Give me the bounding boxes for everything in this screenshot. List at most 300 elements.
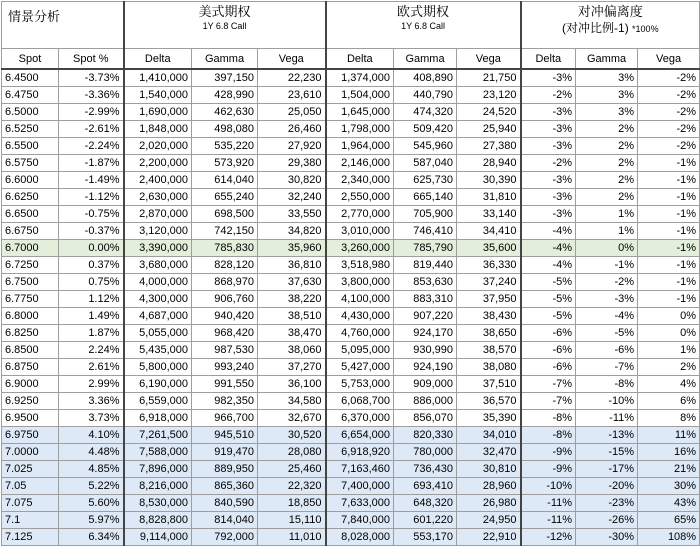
table-cell: 29,380 <box>258 155 326 172</box>
table-cell: 6.9750 <box>2 427 59 444</box>
table-cell: 3,390,000 <box>124 240 192 257</box>
table-cell: 33,550 <box>258 206 326 223</box>
table-cell: 3,120,000 <box>124 223 192 240</box>
table-cell: 6,654,000 <box>326 427 394 444</box>
table-cell: 4,300,000 <box>124 291 192 308</box>
table-cell: 736,430 <box>394 461 457 478</box>
table-cell: 0% <box>576 240 638 257</box>
table-cell: 5.22% <box>59 478 124 495</box>
table-cell: -9% <box>521 444 576 461</box>
table-cell: 0.37% <box>59 257 124 274</box>
table-cell: 440,790 <box>394 87 457 104</box>
table-cell: -23% <box>576 495 638 512</box>
table-row <box>2 427 700 444</box>
table-cell: 8% <box>638 410 700 427</box>
table-cell: 968,420 <box>192 325 258 342</box>
table-cell: 5,095,000 <box>326 342 394 359</box>
table-cell: -1% <box>638 172 700 189</box>
table-cell: 6.8750 <box>2 359 59 376</box>
table-cell: -0.37% <box>59 223 124 240</box>
table-cell: 785,790 <box>394 240 457 257</box>
table-cell: 32,470 <box>457 444 521 461</box>
table-cell: -1.87% <box>59 155 124 172</box>
table-cell: -9% <box>521 461 576 478</box>
table-cell: -6% <box>576 342 638 359</box>
table-cell: -2.99% <box>59 104 124 121</box>
table-cell: 991,550 <box>192 376 258 393</box>
table-cell: 9,114,000 <box>124 529 192 546</box>
table-row <box>2 410 700 427</box>
table-cell: 6.4750 <box>2 87 59 104</box>
table-cell: -1% <box>638 206 700 223</box>
table-cell: 814,040 <box>192 512 258 529</box>
table-cell: -1% <box>638 155 700 172</box>
scenario-table <box>1 1 700 546</box>
table-cell: 32,240 <box>258 189 326 206</box>
table-row <box>2 342 700 359</box>
table-cell: 6.7500 <box>2 274 59 291</box>
table-cell: 30,390 <box>457 172 521 189</box>
table-cell: -3% <box>576 291 638 308</box>
table-cell: 828,120 <box>192 257 258 274</box>
table-cell: 15,110 <box>258 512 326 529</box>
table-cell: -1% <box>638 257 700 274</box>
table-cell: 930,990 <box>394 342 457 359</box>
table-cell: -2% <box>638 69 700 87</box>
table-cell: 6.5000 <box>2 104 59 121</box>
hedge-deviation-subtitle: (对冲比例-1) <box>562 21 629 35</box>
table-cell: 2,870,000 <box>124 206 192 223</box>
table-cell: 108% <box>638 529 700 546</box>
table-cell: -1% <box>576 257 638 274</box>
table-cell: 34,010 <box>457 427 521 444</box>
table-cell: 4,760,000 <box>326 325 394 342</box>
table-cell: 698,500 <box>192 206 258 223</box>
table-cell: -10% <box>576 393 638 410</box>
table-cell: 3.36% <box>59 393 124 410</box>
table-cell: 4.85% <box>59 461 124 478</box>
table-cell: 26,980 <box>457 495 521 512</box>
european-option-subtitle: 1Y 6.8 Call <box>401 21 445 31</box>
table-cell: 24,520 <box>457 104 521 121</box>
table-cell: 2% <box>576 155 638 172</box>
table-cell: 2.24% <box>59 342 124 359</box>
table-cell: 856,070 <box>394 410 457 427</box>
table-row <box>2 359 700 376</box>
table-row <box>2 87 700 104</box>
table-cell: 397,150 <box>192 69 258 87</box>
table-cell: -13% <box>576 427 638 444</box>
table-cell: 37,510 <box>457 376 521 393</box>
table-cell: 6.7750 <box>2 291 59 308</box>
table-cell: 1,374,000 <box>326 69 394 87</box>
table-cell: 886,000 <box>394 393 457 410</box>
table-cell: 22,320 <box>258 478 326 495</box>
table-cell: 6.6500 <box>2 206 59 223</box>
table-cell: 6.9500 <box>2 410 59 427</box>
table-row <box>2 121 700 138</box>
table-row <box>2 325 700 342</box>
table-cell: -6% <box>521 359 576 376</box>
table-cell: -6% <box>521 342 576 359</box>
table-cell: 5,435,000 <box>124 342 192 359</box>
table-cell: 3% <box>576 87 638 104</box>
table-cell: 693,410 <box>394 478 457 495</box>
table-cell: 2,146,000 <box>326 155 394 172</box>
table-cell: 982,350 <box>192 393 258 410</box>
table-row <box>2 240 700 257</box>
table-cell: 6.4500 <box>2 69 59 87</box>
table-cell: -2.24% <box>59 138 124 155</box>
table-cell: 6.34% <box>59 529 124 546</box>
table-cell: 7.025 <box>2 461 59 478</box>
american-option-header <box>124 2 326 49</box>
table-cell: -2% <box>521 155 576 172</box>
table-cell: 34,580 <box>258 393 326 410</box>
table-cell: 746,410 <box>394 223 457 240</box>
table-cell: -3.36% <box>59 87 124 104</box>
col-header-spot: Spot <box>2 49 59 70</box>
table-cell: 853,630 <box>394 274 457 291</box>
col-header-us-delta: Delta <box>124 49 192 70</box>
table-cell: 65% <box>638 512 700 529</box>
american-option-subtitle: 1Y 6.8 Call <box>202 21 247 31</box>
table-cell: 474,320 <box>394 104 457 121</box>
table-cell: -6% <box>521 325 576 342</box>
col-header-us-gamma: Gamma <box>192 49 258 70</box>
table-cell: -2% <box>521 87 576 104</box>
table-cell: 11% <box>638 427 700 444</box>
table-cell: 38,430 <box>457 308 521 325</box>
table-cell: 24,950 <box>457 512 521 529</box>
table-cell: 742,150 <box>192 223 258 240</box>
table-cell: 3,800,000 <box>326 274 394 291</box>
table-cell: 6,559,000 <box>124 393 192 410</box>
table-cell: 2,400,000 <box>124 172 192 189</box>
table-cell: 2,550,000 <box>326 189 394 206</box>
table-cell: 648,320 <box>394 495 457 512</box>
table-cell: 6.5500 <box>2 138 59 155</box>
table-cell: 840,590 <box>192 495 258 512</box>
table-cell: 665,140 <box>394 189 457 206</box>
table-cell: 3.73% <box>59 410 124 427</box>
table-cell: 2.99% <box>59 376 124 393</box>
table-cell: 945,510 <box>192 427 258 444</box>
table-cell: 34,410 <box>457 223 521 240</box>
table-cell: 35,960 <box>258 240 326 257</box>
table-cell: 27,380 <box>457 138 521 155</box>
table-cell: 25,460 <box>258 461 326 478</box>
table-cell: 23,120 <box>457 87 521 104</box>
table-cell: 6% <box>638 393 700 410</box>
table-cell: 4.10% <box>59 427 124 444</box>
table-cell: 27,920 <box>258 138 326 155</box>
table-cell: -3% <box>521 172 576 189</box>
table-cell: -11% <box>521 512 576 529</box>
table-cell: 6.5250 <box>2 121 59 138</box>
table-cell: -2% <box>638 121 700 138</box>
table-row <box>2 308 700 325</box>
table-cell: -3.73% <box>59 69 124 87</box>
table-cell: 820,330 <box>394 427 457 444</box>
table-row <box>2 444 700 461</box>
table-cell: 31,810 <box>457 189 521 206</box>
table-cell: 3,518,980 <box>326 257 394 274</box>
table-cell: -7% <box>576 359 638 376</box>
table-cell: -2% <box>638 138 700 155</box>
table-cell: -1% <box>638 223 700 240</box>
table-cell: -1% <box>638 274 700 291</box>
table-cell: -4% <box>521 223 576 240</box>
table-row <box>2 155 700 172</box>
table-cell: 1% <box>576 206 638 223</box>
col-header-spot-pct: Spot % <box>59 49 124 70</box>
table-cell: 6.8500 <box>2 342 59 359</box>
table-row <box>2 461 700 478</box>
table-cell: 0% <box>638 325 700 342</box>
table-cell: 35,600 <box>457 240 521 257</box>
table-cell: 1.87% <box>59 325 124 342</box>
table-cell: 6.6750 <box>2 223 59 240</box>
table-cell: 2,020,000 <box>124 138 192 155</box>
table-row <box>2 393 700 410</box>
table-cell: 38,510 <box>258 308 326 325</box>
table-cell: 38,470 <box>258 325 326 342</box>
table-cell: 3% <box>576 69 638 87</box>
table-cell: 8,028,000 <box>326 529 394 546</box>
table-cell: 37,240 <box>457 274 521 291</box>
table-row <box>2 376 700 393</box>
table-cell: 6,190,000 <box>124 376 192 393</box>
table-cell: -2% <box>638 87 700 104</box>
table-cell: -2.61% <box>59 121 124 138</box>
table-cell: -0.75% <box>59 206 124 223</box>
table-cell: -7% <box>521 376 576 393</box>
table-cell: 6,918,920 <box>326 444 394 461</box>
table-cell: -4% <box>521 257 576 274</box>
table-cell: 2.61% <box>59 359 124 376</box>
table-cell: -5% <box>576 325 638 342</box>
table-cell: 5,800,000 <box>124 359 192 376</box>
table-cell: 6.8000 <box>2 308 59 325</box>
table-cell: 8,530,000 <box>124 495 192 512</box>
table-cell: 1,690,000 <box>124 104 192 121</box>
table-cell: 993,240 <box>192 359 258 376</box>
hedge-deviation-note: *100% <box>632 24 659 34</box>
table-cell: 940,420 <box>192 308 258 325</box>
table-cell: 2,770,000 <box>326 206 394 223</box>
table-cell: 16% <box>638 444 700 461</box>
table-cell: 0.00% <box>59 240 124 257</box>
american-option-title: 美式期权 <box>198 4 251 19</box>
table-cell: 1% <box>576 223 638 240</box>
table-cell: -26% <box>576 512 638 529</box>
table-cell: 11,010 <box>258 529 326 546</box>
table-cell: 43% <box>638 495 700 512</box>
table-cell: -7% <box>521 393 576 410</box>
table-cell: 2,200,000 <box>124 155 192 172</box>
table-cell: -11% <box>521 495 576 512</box>
table-cell: 36,100 <box>258 376 326 393</box>
table-cell: 7.1 <box>2 512 59 529</box>
table-cell: 28,960 <box>457 478 521 495</box>
table-cell: 7.125 <box>2 529 59 546</box>
table-row <box>2 189 700 206</box>
table-cell: 33,140 <box>457 206 521 223</box>
table-row <box>2 291 700 308</box>
scenario-analysis-title: 情景分析 <box>2 2 124 49</box>
table-cell: 28,940 <box>457 155 521 172</box>
table-cell: 907,220 <box>394 308 457 325</box>
table-cell: 4,100,000 <box>326 291 394 308</box>
table-cell: 4.48% <box>59 444 124 461</box>
table-body <box>2 69 700 546</box>
table-cell: 535,220 <box>192 138 258 155</box>
table-cell: -15% <box>576 444 638 461</box>
table-cell: -1% <box>638 240 700 257</box>
table-cell: 1,848,000 <box>124 121 192 138</box>
table-cell: 6,918,000 <box>124 410 192 427</box>
table-row <box>2 512 700 529</box>
table-cell: 614,040 <box>192 172 258 189</box>
table-cell: 25,940 <box>457 121 521 138</box>
table-cell: 919,470 <box>192 444 258 461</box>
table-cell: 4,430,000 <box>326 308 394 325</box>
table-cell: 3,260,000 <box>326 240 394 257</box>
table-cell: 3% <box>576 104 638 121</box>
table-cell: 4% <box>638 376 700 393</box>
table-cell: 7,588,000 <box>124 444 192 461</box>
table-row <box>2 104 700 121</box>
table-cell: -5% <box>521 274 576 291</box>
table-cell: 3,680,000 <box>124 257 192 274</box>
table-cell: -1.49% <box>59 172 124 189</box>
table-cell: 2% <box>576 121 638 138</box>
table-cell: 38,220 <box>258 291 326 308</box>
table-cell: -30% <box>576 529 638 546</box>
table-cell: 8,828,800 <box>124 512 192 529</box>
table-cell: 462,630 <box>192 104 258 121</box>
table-cell: 35,390 <box>457 410 521 427</box>
table-cell: 408,890 <box>394 69 457 87</box>
table-row <box>2 478 700 495</box>
table-cell: 889,950 <box>192 461 258 478</box>
table-cell: -1.12% <box>59 189 124 206</box>
table-cell: -8% <box>521 410 576 427</box>
col-header-eu-delta: Delta <box>326 49 394 70</box>
table-cell: -2% <box>638 104 700 121</box>
table-cell: -3% <box>521 69 576 87</box>
table-cell: 8,216,000 <box>124 478 192 495</box>
table-cell: 6.5750 <box>2 155 59 172</box>
table-row <box>2 138 700 155</box>
table-cell: 553,170 <box>394 529 457 546</box>
table-cell: 987,530 <box>192 342 258 359</box>
table-cell: 2% <box>638 359 700 376</box>
table-cell: 819,440 <box>394 257 457 274</box>
table-cell: -11% <box>576 410 638 427</box>
table-cell: 7.0000 <box>2 444 59 461</box>
table-cell: 509,420 <box>394 121 457 138</box>
table-row <box>2 495 700 512</box>
col-header-dev-delta: Delta <box>521 49 576 70</box>
table-cell: 21,750 <box>457 69 521 87</box>
table-cell: 7,633,000 <box>326 495 394 512</box>
table-cell: 1% <box>638 342 700 359</box>
table-cell: 924,190 <box>394 359 457 376</box>
table-row <box>2 529 700 546</box>
table-cell: 498,080 <box>192 121 258 138</box>
table-cell: 906,760 <box>192 291 258 308</box>
hedge-deviation-title: 对冲偏离度 <box>577 4 643 19</box>
european-option-title: 欧式期权 <box>397 4 450 19</box>
table-row <box>2 257 700 274</box>
table-cell: 625,730 <box>394 172 457 189</box>
table-cell: 7.05 <box>2 478 59 495</box>
table-cell: 28,080 <box>258 444 326 461</box>
table-cell: 966,700 <box>192 410 258 427</box>
table-cell: 909,000 <box>394 376 457 393</box>
table-cell: 37,630 <box>258 274 326 291</box>
table-cell: 6.7250 <box>2 257 59 274</box>
table-cell: 5,427,000 <box>326 359 394 376</box>
table-cell: 21% <box>638 461 700 478</box>
table-cell: -3% <box>521 138 576 155</box>
table-cell: 792,000 <box>192 529 258 546</box>
table-cell: 30% <box>638 478 700 495</box>
table-cell: 6,068,700 <box>326 393 394 410</box>
table-cell: 22,910 <box>457 529 521 546</box>
table-cell: 868,970 <box>192 274 258 291</box>
table-cell: 7,400,000 <box>326 478 394 495</box>
table-cell: 30,520 <box>258 427 326 444</box>
table-cell: 2,340,000 <box>326 172 394 189</box>
table-cell: 38,060 <box>258 342 326 359</box>
table-cell: 587,040 <box>394 155 457 172</box>
table-cell: 1,540,000 <box>124 87 192 104</box>
european-option-header <box>326 2 521 49</box>
col-header-dev-gamma: Gamma <box>576 49 638 70</box>
table-cell: 1,410,000 <box>124 69 192 87</box>
table-cell: -3% <box>521 104 576 121</box>
table-cell: -3% <box>521 189 576 206</box>
table-cell: 1,504,000 <box>326 87 394 104</box>
table-cell: 25,050 <box>258 104 326 121</box>
table-cell: 780,000 <box>394 444 457 461</box>
table-cell: 601,220 <box>394 512 457 529</box>
table-cell: 5,055,000 <box>124 325 192 342</box>
table-cell: 883,310 <box>394 291 457 308</box>
table-cell: 38,570 <box>457 342 521 359</box>
table-cell: 36,810 <box>258 257 326 274</box>
table-cell: 38,080 <box>457 359 521 376</box>
table-cell: 5.60% <box>59 495 124 512</box>
table-cell: -2% <box>576 274 638 291</box>
table-cell: 1,645,000 <box>326 104 394 121</box>
table-cell: 32,670 <box>258 410 326 427</box>
hedge-deviation-header <box>521 2 700 49</box>
table-cell: -8% <box>576 376 638 393</box>
table-cell: -1% <box>638 189 700 206</box>
table-cell: 30,820 <box>258 172 326 189</box>
table-cell: 30,810 <box>457 461 521 478</box>
col-header-us-vega: Vega <box>258 49 326 70</box>
table-cell: 1.49% <box>59 308 124 325</box>
table-cell: 6.7000 <box>2 240 59 257</box>
table-cell: -12% <box>521 529 576 546</box>
table-cell: 545,960 <box>394 138 457 155</box>
table-cell: 785,830 <box>192 240 258 257</box>
